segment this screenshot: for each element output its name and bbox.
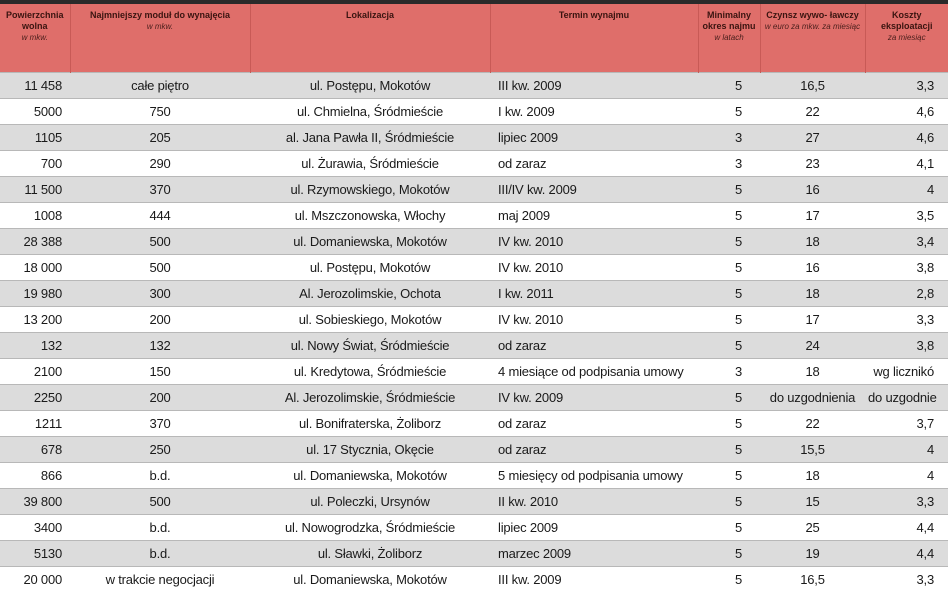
table-row <box>0 332 948 358</box>
cell-rent: 27 <box>760 124 865 150</box>
header-unit: w latach <box>714 33 744 42</box>
cell-area: 1008 <box>0 202 70 228</box>
cell-costs: wg licznikó <box>865 358 948 384</box>
cell-area: 11 458 <box>0 72 70 98</box>
cell-min-period: 5 <box>698 332 760 358</box>
cell-location: ul. Postępu, Mokotów <box>250 72 490 98</box>
cell-location: ul. Rzymowskiego, Mokotów <box>250 176 490 202</box>
cell-location: Al. Jerozolimskie, Śródmieście <box>250 384 490 410</box>
cell-area: 28 388 <box>0 228 70 254</box>
cell-term: od zaraz <box>490 410 698 436</box>
cell-area: 866 <box>0 462 70 488</box>
cell-area: 678 <box>0 436 70 462</box>
table-row <box>0 254 948 280</box>
table-row <box>0 228 948 254</box>
cell-module: 500 <box>70 488 250 514</box>
header-label: Powierzchnia wolna <box>5 10 64 31</box>
table-header <box>0 4 948 72</box>
cell-location: ul. Mszczonowska, Włochy <box>250 202 490 228</box>
header-label: Najmniejszy moduł do wynajęcia <box>89 10 231 20</box>
cell-rent: 18 <box>760 462 865 488</box>
header-unit: za miesiąc <box>887 33 926 42</box>
cell-min-period: 5 <box>698 436 760 462</box>
table-row <box>0 410 948 436</box>
cell-location: al. Jana Pawła II, Śródmieście <box>250 124 490 150</box>
cell-term: 4 miesiące od podpisania umowy <box>490 358 698 384</box>
cell-location: ul. Kredytowa, Śródmieście <box>250 358 490 384</box>
cell-module: 200 <box>70 384 250 410</box>
cell-min-period: 5 <box>698 202 760 228</box>
cell-module: 750 <box>70 98 250 124</box>
table-row <box>0 98 948 124</box>
cell-module: całe piętro <box>70 72 250 98</box>
cell-area: 39 800 <box>0 488 70 514</box>
cell-min-period: 5 <box>698 98 760 124</box>
table-row <box>0 72 948 98</box>
cell-term: maj 2009 <box>490 202 698 228</box>
table-row <box>0 306 948 332</box>
cell-area: 1211 <box>0 410 70 436</box>
cell-location: ul. Sobieskiego, Mokotów <box>250 306 490 332</box>
cell-rent: 16,5 <box>760 72 865 98</box>
cell-location: ul. Sławki, Żoliborz <box>250 540 490 566</box>
cell-costs: 3,3 <box>865 306 948 332</box>
header-unit: w euro za mkw. za miesiąc <box>764 22 861 31</box>
header-row <box>0 4 948 72</box>
cell-term: lipiec 2009 <box>490 124 698 150</box>
table-body <box>0 72 948 592</box>
cell-costs: 3,8 <box>865 332 948 358</box>
cell-min-period: 5 <box>698 462 760 488</box>
cell-costs: 4 <box>865 176 948 202</box>
cell-location: ul. Domaniewska, Mokotów <box>250 228 490 254</box>
table-row <box>0 436 948 462</box>
cell-costs: 3,3 <box>865 566 948 592</box>
cell-costs: 4 <box>865 436 948 462</box>
cell-module: b.d. <box>70 514 250 540</box>
cell-term: IV kw. 2010 <box>490 306 698 332</box>
cell-term: I kw. 2009 <box>490 98 698 124</box>
cell-term: lipiec 2009 <box>490 514 698 540</box>
cell-min-period: 3 <box>698 150 760 176</box>
cell-module: 205 <box>70 124 250 150</box>
cell-min-period: 5 <box>698 514 760 540</box>
cell-rent: 16 <box>760 176 865 202</box>
cell-area: 19 980 <box>0 280 70 306</box>
table-row <box>0 566 948 592</box>
header-area <box>0 4 70 72</box>
cell-location: ul. Nowogrodzka, Śródmieście <box>250 514 490 540</box>
cell-term: II kw. 2010 <box>490 488 698 514</box>
cell-module: 300 <box>70 280 250 306</box>
cell-location: ul. Poleczki, Ursynów <box>250 488 490 514</box>
cell-rent: do uzgodnienia <box>760 384 865 410</box>
header-unit: w mkw. <box>146 22 174 31</box>
cell-location: ul. Domaniewska, Mokotów <box>250 462 490 488</box>
cell-term: IV kw. 2009 <box>490 384 698 410</box>
cell-location: ul. Bonifraterska, Żoliborz <box>250 410 490 436</box>
table-row <box>0 514 948 540</box>
cell-module: 370 <box>70 176 250 202</box>
cell-costs: do uzgodnie <box>865 384 948 410</box>
cell-rent: 22 <box>760 410 865 436</box>
cell-area: 5000 <box>0 98 70 124</box>
table-row <box>0 488 948 514</box>
table-row <box>0 540 948 566</box>
table-row <box>0 176 948 202</box>
cell-rent: 16 <box>760 254 865 280</box>
cell-rent: 18 <box>760 228 865 254</box>
cell-costs: 3,3 <box>865 72 948 98</box>
cell-term: od zaraz <box>490 332 698 358</box>
cell-location: ul. Postępu, Mokotów <box>250 254 490 280</box>
cell-rent: 19 <box>760 540 865 566</box>
cell-rent: 18 <box>760 358 865 384</box>
cell-min-period: 5 <box>698 384 760 410</box>
cell-area: 5130 <box>0 540 70 566</box>
cell-rent: 17 <box>760 306 865 332</box>
cell-term: od zaraz <box>490 150 698 176</box>
cell-min-period: 5 <box>698 488 760 514</box>
cell-costs: 4,4 <box>865 540 948 566</box>
cell-rent: 18 <box>760 280 865 306</box>
cell-rent: 25 <box>760 514 865 540</box>
table-row <box>0 462 948 488</box>
cell-module: 500 <box>70 254 250 280</box>
cell-module: 200 <box>70 306 250 332</box>
cell-min-period: 5 <box>698 228 760 254</box>
header-location <box>250 4 490 72</box>
header-label: Koszty eksploatacji <box>880 10 933 31</box>
cell-term: I kw. 2011 <box>490 280 698 306</box>
header-label: Lokalizacja <box>345 10 395 20</box>
cell-location: ul. Domaniewska, Mokotów <box>250 566 490 592</box>
cell-costs: 3,5 <box>865 202 948 228</box>
cell-term: marzec 2009 <box>490 540 698 566</box>
cell-area: 13 200 <box>0 306 70 332</box>
cell-costs: 3,3 <box>865 488 948 514</box>
header-label: Czynsz wywo- ławczy <box>766 10 859 20</box>
cell-module: 290 <box>70 150 250 176</box>
cell-location: ul. Żurawia, Śródmieście <box>250 150 490 176</box>
cell-module: 370 <box>70 410 250 436</box>
cell-costs: 4 <box>865 462 948 488</box>
cell-min-period: 5 <box>698 72 760 98</box>
cell-location: ul. Nowy Świat, Śródmieście <box>250 332 490 358</box>
cell-costs: 3,8 <box>865 254 948 280</box>
cell-costs: 3,7 <box>865 410 948 436</box>
cell-min-period: 3 <box>698 124 760 150</box>
header-term <box>490 4 698 72</box>
cell-module: b.d. <box>70 540 250 566</box>
cell-costs: 4,6 <box>865 124 948 150</box>
cell-area: 1105 <box>0 124 70 150</box>
table-row <box>0 202 948 228</box>
cell-module: b.d. <box>70 462 250 488</box>
cell-min-period: 5 <box>698 306 760 332</box>
cell-module: w trakcie negocjacji <box>70 566 250 592</box>
cell-location: ul. 17 Stycznia, Okęcie <box>250 436 490 462</box>
cell-costs: 3,4 <box>865 228 948 254</box>
cell-term: 5 miesięcy od podpisania umowy <box>490 462 698 488</box>
table-row <box>0 384 948 410</box>
cell-min-period: 5 <box>698 280 760 306</box>
cell-area: 18 000 <box>0 254 70 280</box>
cell-min-period: 3 <box>698 358 760 384</box>
cell-min-period: 5 <box>698 566 760 592</box>
header-rent <box>760 4 865 72</box>
cell-area: 20 000 <box>0 566 70 592</box>
cell-rent: 23 <box>760 150 865 176</box>
cell-term: IV kw. 2010 <box>490 228 698 254</box>
cell-costs: 2,8 <box>865 280 948 306</box>
cell-rent: 15 <box>760 488 865 514</box>
cell-area: 11 500 <box>0 176 70 202</box>
cell-costs: 4,4 <box>865 514 948 540</box>
cell-costs: 4,6 <box>865 98 948 124</box>
header-label: Minimalny okres najmu <box>702 10 756 31</box>
cell-module: 150 <box>70 358 250 384</box>
cell-area: 132 <box>0 332 70 358</box>
cell-rent: 22 <box>760 98 865 124</box>
cell-module: 132 <box>70 332 250 358</box>
cell-min-period: 5 <box>698 176 760 202</box>
cell-location: ul. Chmielna, Śródmieście <box>250 98 490 124</box>
cell-term: od zaraz <box>490 436 698 462</box>
cell-location: Al. Jerozolimskie, Ochota <box>250 280 490 306</box>
cell-min-period: 5 <box>698 410 760 436</box>
table-row <box>0 124 948 150</box>
cell-rent: 24 <box>760 332 865 358</box>
header-module <box>70 4 250 72</box>
header-label: Termin wynajmu <box>558 10 630 20</box>
cell-module: 444 <box>70 202 250 228</box>
cell-term: III kw. 2009 <box>490 72 698 98</box>
cell-rent: 16,5 <box>760 566 865 592</box>
cell-min-period: 5 <box>698 540 760 566</box>
cell-area: 3400 <box>0 514 70 540</box>
table-row <box>0 280 948 306</box>
cell-module: 250 <box>70 436 250 462</box>
cell-term: III/IV kw. 2009 <box>490 176 698 202</box>
header-costs <box>865 4 948 72</box>
table-row <box>0 150 948 176</box>
cell-rent: 15,5 <box>760 436 865 462</box>
cell-module: 500 <box>70 228 250 254</box>
cell-term: III kw. 2009 <box>490 566 698 592</box>
office-listing-table <box>0 4 948 592</box>
cell-min-period: 5 <box>698 254 760 280</box>
table-row <box>0 358 948 384</box>
header-unit: w mkw. <box>21 33 48 42</box>
cell-term: IV kw. 2010 <box>490 254 698 280</box>
cell-area: 2100 <box>0 358 70 384</box>
cell-rent: 17 <box>760 202 865 228</box>
cell-area: 2250 <box>0 384 70 410</box>
header-min-period <box>698 4 760 72</box>
cell-costs: 4,1 <box>865 150 948 176</box>
cell-area: 700 <box>0 150 70 176</box>
